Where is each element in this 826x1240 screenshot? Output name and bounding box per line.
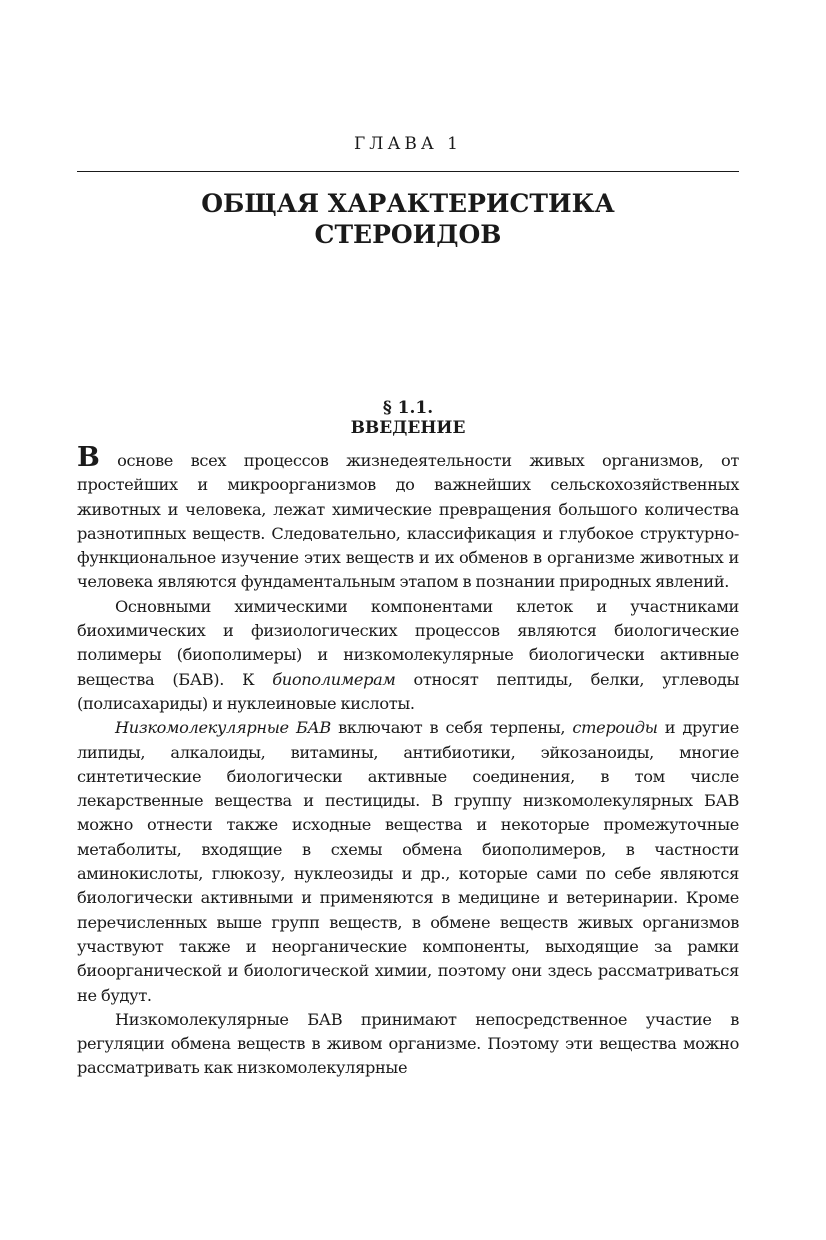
drop-cap: В <box>77 442 100 473</box>
paragraph-4-text: Низкомолекулярные БАВ принимают непосредственное участие в регуляции обмена веществ в живом организме. Поэтому эти вещества можно рассматривать как низкомолекулярные <box>77 1009 739 1078</box>
paragraph-3-italic-b: стероиды <box>572 718 658 738</box>
chapter-title-line-2: СТЕРОИДОВ <box>314 220 502 249</box>
section-number: § 1.1. <box>382 398 434 418</box>
chapter-divider <box>77 171 739 172</box>
paragraph-3-text-b: и другие липиды, алкалоиды, витамины, антибиотики, эйкозаноиды, многие синтетические биологически активные соединения, в том числе лекарственные вещества и пестициды. В группу низкомолекулярных БАВ можно отнести также исходные вещества и некоторые промежуточные метаболиты, входящие в схемы обмена биополимеров, в частности аминокислоты, глюкозу, нуклеозиды и др., которые сами по себе являются биологически активными и применяются в медицине и ветеринарии. Кроме перечисленных выше групп веществ, в обмене веществ живых организмов участвуют также и неорганические компоненты, выходящие за рамки биоорганической и биологической химии, поэтому они здесь рассматриваться не будут. <box>77 718 739 1005</box>
paragraph-3 <box>77 716 739 1008</box>
chapter-title-line-1: ОБЩАЯ ХАРАКТЕРИСТИКА <box>201 189 615 218</box>
paragraph-2 <box>77 595 739 716</box>
chapter-label: ГЛАВА 1 <box>354 134 462 154</box>
paragraph-1 <box>77 442 739 595</box>
chapter-title <box>77 188 739 250</box>
paragraph-3-text-a: включают в себя терпены, <box>330 718 573 738</box>
paragraph-1-text: основе всех процессов жизнедеятельности живых организмов, от простейших и микроорганизмов до важнейших сельскохозяйственных животных и человека, лежат химические превращения большого количества разнотипных веществ. Следовательно, классификация и глубокое структурно-функциональное изучение этих веществ и их обменов в организме животных и человека являются фундаментальным этапом в познании природных явлений. <box>77 451 739 592</box>
paragraph-4 <box>77 1008 739 1081</box>
body-text <box>77 442 739 1081</box>
paragraph-3-italic-a: Низкомолекулярные БАВ <box>115 718 331 738</box>
paragraph-2-text-a: Основными химическими компонентами клеток и участниками биохимических и физиологических процессов являются биологические полимеры (биополимеры) и низкомолекулярные биологически активные вещества (БАВ). К <box>77 596 739 689</box>
paragraph-2-italic: биополимерам <box>272 669 396 689</box>
paragraph-2-text-b: относят пептиды, белки, углеводы (полисахариды) и нуклеиновые кислоты. <box>77 669 739 713</box>
section-title: ВВЕДЕНИЕ <box>350 418 466 438</box>
